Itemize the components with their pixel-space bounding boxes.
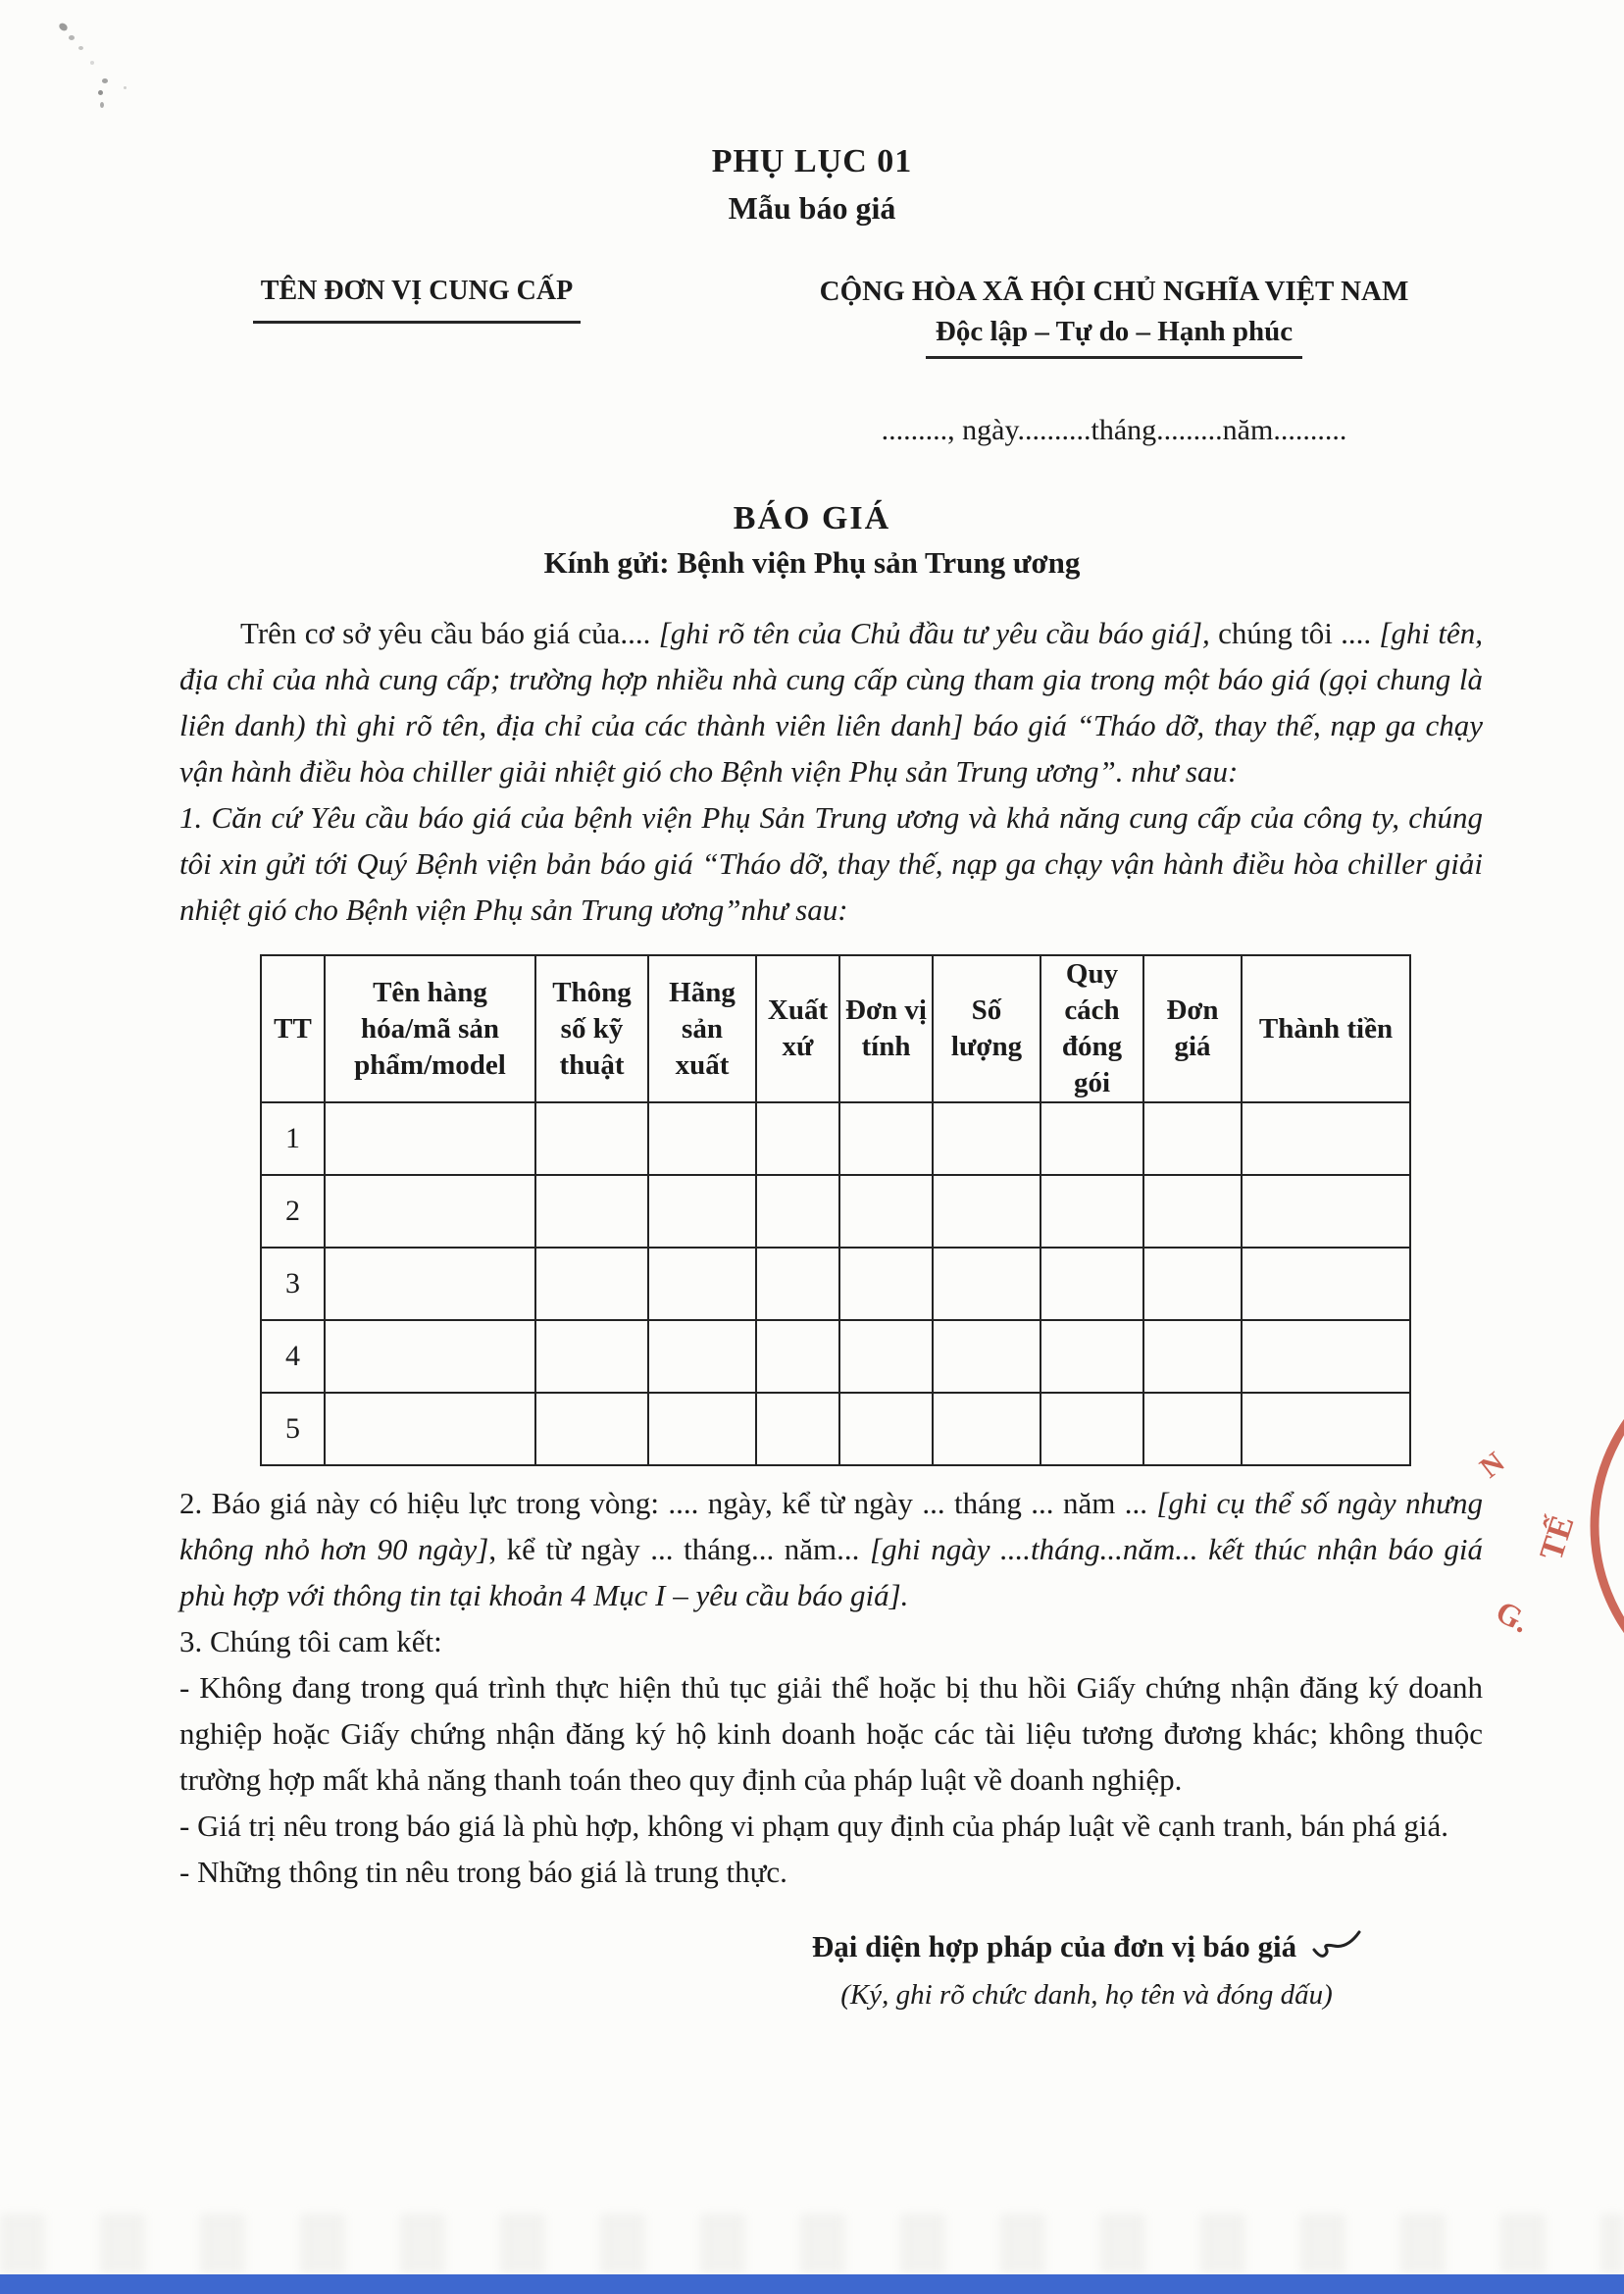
empty-cell	[535, 1393, 648, 1465]
empty-cell	[933, 1393, 1040, 1465]
commitment-item: - Những thông tin nêu trong báo giá là trung thực.	[179, 1855, 787, 1889]
empty-cell	[839, 1248, 933, 1320]
empty-cell	[756, 1393, 839, 1465]
col-header-total: Thành tiền	[1242, 955, 1410, 1102]
row-number-cell: 5	[261, 1393, 325, 1465]
signature-title-text: Đại diện hợp pháp của đơn vị báo giá	[811, 1929, 1297, 1964]
col-header-tt: TT	[261, 955, 325, 1102]
empty-cell	[839, 1393, 933, 1465]
stamp-letter-te: TẾ	[1533, 1510, 1582, 1565]
row-number-cell: 2	[261, 1175, 325, 1248]
empty-cell	[1040, 1393, 1143, 1465]
signature-note: (Ký, ghi rõ chức danh, họ tên và đóng dấu)	[840, 1979, 1333, 2011]
empty-cell	[648, 1248, 756, 1320]
intro-section	[179, 610, 1483, 933]
intro-seg4: [ghi tên, địa chỉ của nhà cung cấp; trường hợp nhiều nhà cung cấp cùng tham gia trong một báo giá (gọi chung là liên danh) thì ghi rõ tên, địa chỉ của các thành viên liên danh] báo giá “Tháo dỡ, thay thế, nạp ga chạy vận hành điều hòa chiller giải nhiệt gió cho Bệnh viện Phụ sản Trung ương”. như sau:	[179, 616, 1483, 789]
col-header-quantity: Số lượng	[933, 955, 1040, 1102]
empty-cell	[535, 1102, 648, 1175]
empty-cell	[1143, 1248, 1242, 1320]
empty-cell	[1040, 1320, 1143, 1393]
col-header-product: Tên hàng hóa/mã sản phẩm/model	[325, 955, 535, 1102]
scan-speck	[124, 86, 127, 89]
item2-seg3: , kể từ ngày ... tháng... năm...	[488, 1532, 870, 1566]
empty-cell	[1242, 1248, 1410, 1320]
empty-cell	[535, 1320, 648, 1393]
appendix-header	[0, 0, 1624, 227]
empty-cell	[933, 1175, 1040, 1248]
table-row	[261, 1320, 1410, 1393]
item2-seg4: [ghi ngày ....tháng...năm... kết thúc nhận báo giá phù hợp với thông tin tại khoản 4 Mục I – yêu cầu báo giá].	[179, 1532, 1483, 1612]
document-title: BÁO GIÁ	[733, 500, 891, 536]
empty-cell	[325, 1248, 535, 1320]
empty-cell	[648, 1393, 756, 1465]
table-row	[261, 1393, 1410, 1465]
empty-cell	[325, 1175, 535, 1248]
recipient-line: Kính gửi: Bệnh viện Phụ sản Trung ương	[543, 545, 1081, 580]
table-header-row	[261, 955, 1410, 1102]
empty-cell	[1143, 1393, 1242, 1465]
appendix-title: PHỤ LỤC 01	[711, 143, 913, 179]
empty-cell	[648, 1320, 756, 1393]
empty-cell	[756, 1175, 839, 1248]
empty-cell	[325, 1102, 535, 1175]
empty-cell	[1040, 1102, 1143, 1175]
empty-cell	[756, 1102, 839, 1175]
empty-cell	[1242, 1102, 1410, 1175]
item2-seg2: [ghi cụ thể số ngày nhưng không nhỏ hơn 90 ngày]	[179, 1486, 1483, 1566]
col-header-unit-price: Đơn giá	[1143, 955, 1242, 1102]
scan-speck	[102, 78, 108, 83]
signature-block	[763, 1928, 1410, 2012]
row-number-cell: 4	[261, 1320, 325, 1393]
table-row	[261, 1102, 1410, 1175]
table-row	[261, 1175, 1410, 1248]
scan-speck	[78, 46, 83, 50]
intro-paragraph	[179, 610, 1483, 794]
intro-seg1: Trên cơ sở yêu cầu báo giá của....	[240, 616, 659, 650]
empty-cell	[1143, 1175, 1242, 1248]
item3-heading: 3. Chúng tôi cam kết:	[179, 1624, 442, 1658]
empty-cell	[1242, 1175, 1410, 1248]
terms-section	[179, 1480, 1483, 1895]
supplier-name-label: TÊN ĐƠN VỊ CUNG CẤP	[260, 276, 574, 306]
appendix-subtitle: Mẫu báo giá	[728, 190, 896, 226]
empty-cell	[839, 1320, 933, 1393]
signature-title	[763, 1928, 1410, 1971]
commitment-item: - Giá trị nêu trong báo giá là phù hợp, không vi phạm quy định của pháp luật về cạnh tranh, bán phá giá.	[179, 1809, 1448, 1843]
letterhead-row	[0, 276, 1624, 359]
empty-cell	[1143, 1320, 1242, 1393]
national-header-block	[786, 276, 1443, 359]
date-placeholder-line: ........., ngày..........tháng.........năm..........	[881, 414, 1347, 446]
supplier-block	[201, 276, 633, 359]
empty-cell	[325, 1320, 535, 1393]
scan-speck	[98, 90, 103, 95]
stamp-letter-g: G.	[1490, 1593, 1536, 1640]
empty-cell	[1242, 1320, 1410, 1393]
scan-speck	[100, 102, 104, 108]
empty-cell	[648, 1102, 756, 1175]
table-row	[261, 1248, 1410, 1320]
empty-cell	[1143, 1102, 1242, 1175]
empty-cell	[839, 1175, 933, 1248]
empty-cell	[933, 1320, 1040, 1393]
item1-paragraph: 1. Căn cứ Yêu cầu báo giá của bệnh viện Phụ Sản Trung ương và khả năng cung cấp của công ty, chúng tôi xin gửi tới Quý Bệnh viện bản báo giá “Tháo dỡ, thay thế, nạp ga chạy vận hành điều hòa chiller giải nhiệt gió cho Bệnh viện Phụ sản Trung ương”như sau:	[179, 800, 1483, 927]
empty-cell	[535, 1248, 648, 1320]
handwritten-check-mark	[1310, 1928, 1361, 1971]
scan-speck	[90, 61, 94, 65]
row-number-cell: 1	[261, 1102, 325, 1175]
empty-cell	[933, 1248, 1040, 1320]
col-header-manufacturer: Hãng sản xuất	[648, 955, 756, 1102]
intro-seg3: chúng tôi ....	[1218, 616, 1380, 650]
col-header-packaging: Quy cách đóng gói	[1040, 955, 1143, 1102]
row-number-cell: 3	[261, 1248, 325, 1320]
bottom-blue-strip	[0, 2274, 1624, 2294]
item2-seg1: 2. Báo giá này có hiệu lực trong vòng: .... ngày, kể từ ngày ... tháng ... năm ...	[179, 1486, 1157, 1520]
col-header-specs: Thông số kỹ thuật	[535, 955, 648, 1102]
empty-cell	[756, 1320, 839, 1393]
empty-cell	[648, 1175, 756, 1248]
intro-seg2: [ghi rõ tên của Chủ đầu tư yêu cầu báo giá],	[658, 616, 1219, 650]
empty-cell	[1040, 1175, 1143, 1248]
empty-cell	[756, 1248, 839, 1320]
quotation-table	[260, 954, 1411, 1466]
empty-cell	[1040, 1248, 1143, 1320]
national-motto-line1: CỘNG HÒA XÃ HỘI CHỦ NGHĨA VIỆT NAM	[819, 276, 1409, 307]
item2-paragraph	[179, 1480, 1483, 1618]
show-through-band	[0, 2214, 1624, 2274]
empty-cell	[933, 1102, 1040, 1175]
empty-cell	[535, 1175, 648, 1248]
stamp-letter-n: N	[1473, 1446, 1511, 1485]
empty-cell	[325, 1393, 535, 1465]
commitment-item: - Không đang trong quá trình thực hiện thủ tục giải thể hoặc bị thu hồi Giấy chứng nhận đăng ký doanh nghiệp hoặc Giấy chứng nhận đăng ký hộ kinh doanh hoặc các tài liệu tương đương khác; không thuộc trường hợp mất khả năng thanh toán theo quy định của pháp luật về doanh nghiệp.	[179, 1670, 1483, 1797]
national-motto-line2: Độc lập – Tự do – Hạnh phúc	[926, 314, 1302, 359]
supplier-underline	[253, 321, 581, 324]
col-header-unit: Đơn vị tính	[839, 955, 933, 1102]
empty-cell	[1242, 1393, 1410, 1465]
empty-cell	[839, 1102, 933, 1175]
scan-speck	[69, 35, 75, 40]
col-header-origin: Xuất xứ	[756, 955, 839, 1102]
